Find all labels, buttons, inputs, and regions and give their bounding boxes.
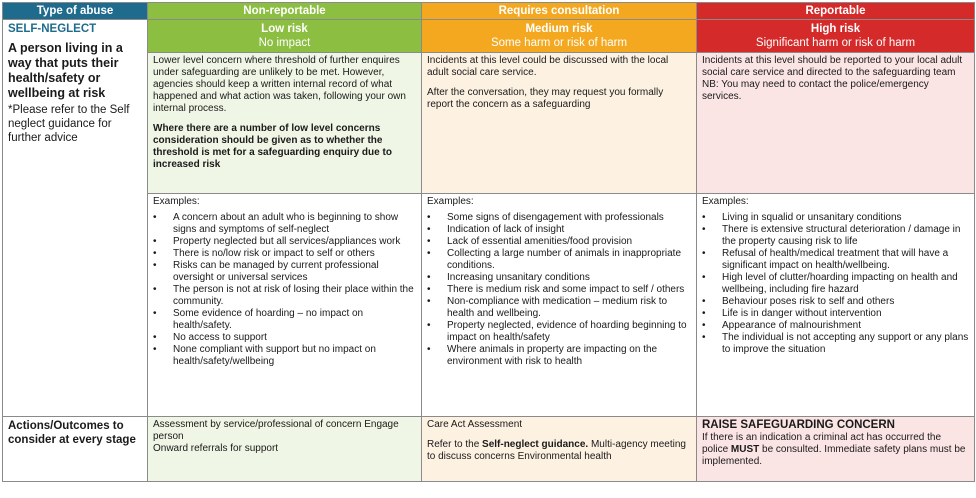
description-medium-followup: After the conversation, they may request you formally report the concern as a safeguarding [427, 87, 664, 110]
level-high-risk [697, 20, 975, 53]
examples-medium [422, 194, 697, 417]
description-low [148, 53, 422, 194]
list-item: • Collecting a large number of animals in inappropriate conditions. [447, 248, 691, 272]
description-low-emphasis: Where there are a number of low level concerns consideration should be given as to whether the threshold is met for a safeguarding enquiry due to increased risk [153, 123, 392, 170]
examples-medium-list [427, 212, 691, 368]
examples-high-label: Examples: [702, 196, 749, 207]
level-low-risk [148, 20, 422, 53]
actions-high [697, 417, 975, 482]
raise-concern-heading: RAISE SAFEGUARDING CONCERN [702, 419, 895, 431]
list-item: • Non-compliance with medication – medium risk to health and wellbeing. [447, 296, 691, 320]
list-item: • Appearance of malnourishment [722, 320, 969, 332]
header-requires-consultation: Requires consultation [422, 3, 697, 20]
list-item: • Life is in danger without intervention [722, 308, 969, 320]
list-item: • The person is not at risk of losing their place within the community. [173, 284, 416, 308]
level-medium-risk [422, 20, 697, 53]
examples-high [697, 194, 975, 417]
list-item: • Property neglected but all services/appliances work [173, 236, 416, 248]
list-item: • Some evidence of hoarding – no impact on health/safety. [173, 308, 416, 332]
self-neglect-guidance-ref: Self-neglect guidance. [482, 439, 589, 450]
header-type-of-abuse: Type of abuse [3, 3, 148, 20]
list-item: • Living in squalid or unsanitary conditions [722, 212, 969, 224]
list-item: • High level of clutter/hoarding impacting on health and wellbeing, including fire hazard [722, 272, 969, 296]
examples-low [148, 194, 422, 417]
header-reportable: Reportable [697, 3, 975, 20]
level-high-subtitle: Significant harm or risk of harm [755, 37, 916, 49]
list-item: • No access to support [173, 332, 416, 344]
header-non-reportable: Non-reportable [148, 3, 422, 20]
actions-medium-post: Multi-agency meeting to discuss concerns Environmental health [427, 439, 686, 462]
examples-low-list [153, 212, 416, 368]
level-low-title: Low risk [261, 23, 308, 35]
description-medium-text: Incidents at this level could be discussed with the local adult social care service. [427, 55, 669, 78]
list-item: • Behaviour poses risk to self and others [722, 296, 969, 308]
level-high-title: High risk [810, 23, 861, 35]
list-item: • Risks can be managed by current professional oversight or universal services [173, 260, 416, 284]
list-item: • There is medium risk and some impact to self / others [447, 284, 691, 296]
actions-title: Actions/Outcomes to consider at every stage [8, 420, 136, 446]
self-neglect-matrix [2, 2, 975, 482]
level-low-subtitle: No impact [258, 37, 311, 49]
actions-high-post: be consulted. Immediate safety plans must be implemented. [702, 444, 966, 467]
list-item: • Where animals in property are impacting on the environment with risk to health [447, 344, 691, 368]
list-item: • None compliant with support but no impact on health/safety/wellbeing [173, 344, 416, 368]
actions-medium-line1: Care Act Assessment [427, 419, 523, 430]
description-low-text: Lower level concern where threshold of further enquires under safeguarding are unlikely to be met. However, agencies should keep a written internal record of what happened and what action was taken, following your own internal process. [153, 55, 406, 114]
actions-high-text [702, 432, 969, 468]
list-item: • Some signs of disengagement with professionals [447, 212, 691, 224]
category-title: SELF-NEGLECT [8, 23, 97, 35]
actions-medium [422, 417, 697, 482]
examples-low-label: Examples: [153, 196, 200, 207]
category-cell [3, 20, 148, 417]
list-item: • Refusal of health/medical treatment that will have a significant impact on health/wellbeing. [722, 248, 969, 272]
category-note: *Please refer to the Self neglect guidance for further advice [8, 104, 130, 144]
examples-medium-label: Examples: [427, 196, 474, 207]
list-item: • There is no/low risk or impact to self or others [173, 248, 416, 260]
list-item: • Increasing unsanitary conditions [447, 272, 691, 284]
description-high [697, 53, 975, 194]
actions-high-pre: If there is an indication a criminal act has occurred the police [702, 432, 942, 455]
actions-label-cell [3, 417, 148, 482]
description-medium [422, 53, 697, 194]
list-item: • The individual is not accepting any support or any plans to improve the situation [722, 332, 969, 356]
list-item: • There is extensive structural deterioration / damage in the property causing risk to life [722, 224, 969, 248]
examples-high-list [702, 212, 969, 356]
description-high-text: Incidents at this level should be reported to your local adult social care service and directed to the safeguarding team NB: You may need to contact the police/emergency services. [702, 55, 963, 102]
list-item: • Indication of lack of insight [447, 224, 691, 236]
actions-low-line1: Assessment by service/professional of concern Engage person [153, 419, 399, 442]
level-medium-title: Medium risk [525, 23, 593, 35]
actions-high-must: MUST [730, 444, 760, 455]
category-description: A person living in a way that puts their health/safety or wellbeing at risk [8, 41, 123, 100]
actions-medium-pre: Refer to the [427, 439, 483, 450]
list-item: • A concern about an adult who is beginning to show signs and symptoms of self-neglect [173, 212, 416, 236]
level-medium-subtitle: Some harm or risk of harm [490, 37, 628, 49]
list-item: • Property neglected, evidence of hoarding beginning to impact on health/safety [447, 320, 691, 344]
list-item: • Lack of essential amenities/food provision [447, 236, 691, 248]
actions-low [148, 417, 422, 482]
actions-medium-line2 [427, 439, 691, 463]
actions-low-line2: Onward referrals for support [153, 443, 279, 454]
